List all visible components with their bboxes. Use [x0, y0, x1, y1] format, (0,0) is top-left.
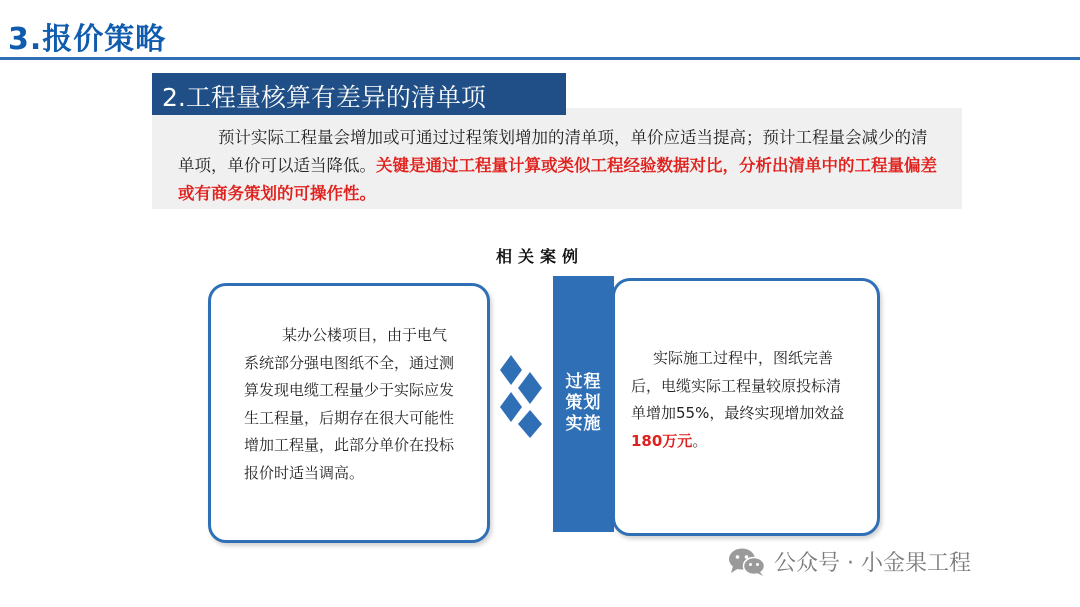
watermark: [728, 546, 971, 577]
process-label-line-3: 实施: [565, 414, 602, 434]
wechat-icon: [728, 547, 766, 577]
process-label-line-2: 策划: [565, 393, 602, 413]
cases-heading: 相关案例: [495, 247, 584, 266]
diamond-bottom-right: [518, 410, 542, 438]
section-title-bar: [152, 73, 566, 115]
case-result-end: 。: [692, 431, 708, 450]
intro-box: [152, 108, 962, 209]
diamond-top-right: [518, 372, 542, 404]
flow-arrows-icon: [500, 352, 544, 438]
intro-normal-text: 预计实际工程量会增加或可通过过程策划增加的清单项，单价应适当提高；预计工程量会减少的清单项，单价可以适当降低。: [178, 128, 928, 175]
page-title: 3.报价策略: [8, 22, 167, 57]
intro-highlight-text: 关键是通过工程量计算或类似工程经验数据对比，分析出清单中的工程量偏差或有商务策划的可操作性。: [178, 156, 937, 203]
intro-text: [178, 124, 938, 208]
case-background-card: [208, 283, 490, 543]
process-label-line-1: 过程: [565, 372, 602, 392]
case-result-text: [631, 345, 851, 455]
case-result-normal: 实际施工过程中，图纸完善后，电缆实际工程量较原投标清单增加55%，最终实现增加效益: [631, 349, 845, 422]
case-background-text: 某办公楼项目，由于电气系统部分强电图纸不全，通过测算发现电缆工程量少于实际应发生工程量，后期存在很大可能性增加工程量，此部分单价在投标报价时适当调高。: [244, 326, 455, 482]
case-result-card: [612, 278, 880, 536]
title-divider: [0, 57, 1080, 60]
case-result-highlight: 180万元: [631, 431, 693, 450]
section-title: 2.工程量核算有差异的清单项: [162, 83, 486, 112]
diamond-bottom-left: [500, 392, 522, 422]
diamond-top-left: [500, 355, 522, 385]
process-label: [553, 372, 614, 435]
process-bar: [553, 276, 614, 532]
watermark-text: 公众号 · 小金果工程: [774, 551, 971, 576]
